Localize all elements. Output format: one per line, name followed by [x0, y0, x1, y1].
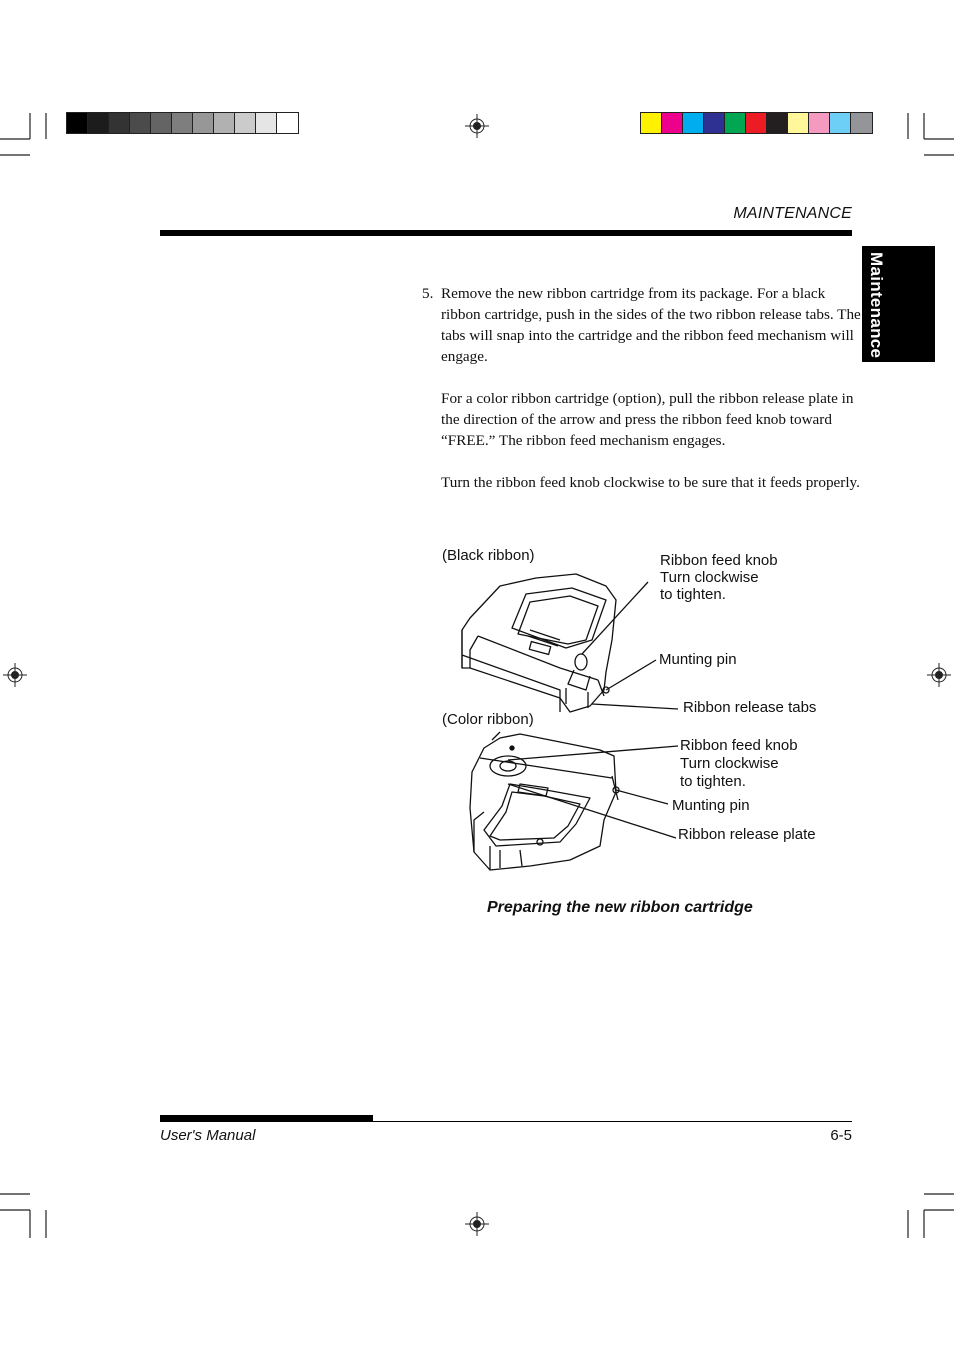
black-knob-line-3: to tighten.	[660, 586, 726, 603]
black-knob-line-1: Ribbon feed knob	[660, 552, 778, 569]
step-paragraph-3: Turn the ribbon feed knob clockwise to be sure that it feeds properly.	[441, 474, 860, 491]
color-cartridge-body	[470, 734, 616, 870]
black-ribbon-title: (Black ribbon)	[442, 547, 535, 564]
black-ribbon-knob	[575, 654, 587, 670]
footer-thin-rule	[160, 1121, 852, 1122]
color-knob-line-2: Turn clockwise	[680, 755, 779, 772]
black-pin-label: Munting pin	[659, 651, 737, 668]
black-tabs-label: Ribbon release tabs	[683, 699, 817, 716]
section-header: MAINTENANCE	[733, 205, 852, 222]
color-knob-line-1: Ribbon feed knob	[680, 737, 798, 754]
footer-manual-title: User's Manual	[160, 1127, 256, 1144]
color-plate-label: Ribbon release plate	[678, 826, 816, 843]
color-knob-line-3: to tighten.	[680, 773, 746, 790]
step-paragraph-1: Remove the new ribbon cartridge from its package. For a black ribbon cartridge, push in the sides of the two ribbon release tabs. The tabs will snap into the cartridge and the ribbon feed mechanism will engage.	[441, 285, 861, 365]
step-number: 5.	[422, 285, 434, 302]
color-ribbon-title: (Color ribbon)	[442, 711, 534, 728]
chapter-side-tab-label: Maintenance	[867, 252, 886, 359]
black-knob-line-2: Turn clockwise	[660, 569, 759, 586]
page-number: 6-5	[830, 1127, 852, 1144]
figure-caption: Preparing the new ribbon cartridge	[487, 899, 753, 916]
color-pin-label: Munting pin	[672, 797, 750, 814]
step-paragraph-2: For a color ribbon cartridge (option), pull the ribbon release plate in the direction of the arrow and press the ribbon feed knob toward “FREE.” The ribbon feed mechanism engages.	[441, 390, 854, 449]
